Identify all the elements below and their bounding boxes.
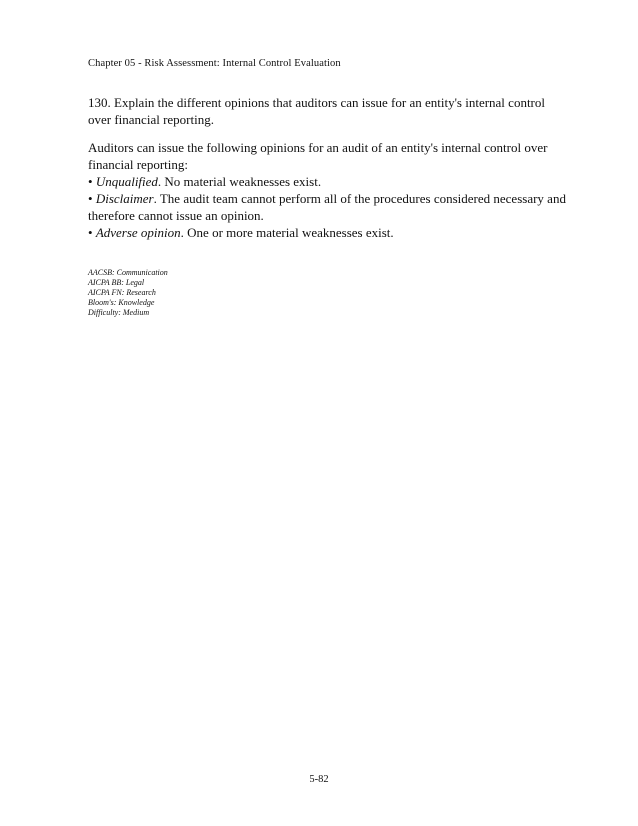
bullet-item-unqualified: [88, 173, 568, 190]
answer-block: [88, 139, 568, 241]
bullet-term-disclaimer: Disclaimer: [95, 191, 154, 206]
question-text: 130. Explain the different opinions that auditors can issue for an entity's internal control over financial reporting.: [88, 95, 545, 127]
metadata-aacsb: AACSB: Communication: [88, 268, 168, 277]
bullet-text-unqualified: . No material weaknesses exist.: [157, 174, 322, 189]
metadata-aicpa-fn: AICPA FN: Research: [88, 288, 156, 297]
page-number: 5-82: [309, 774, 329, 785]
metadata-blooms: Bloom's: Knowledge: [88, 298, 155, 307]
bullet-text-adverse-opinion: . One or more material weaknesses exist.: [180, 225, 394, 240]
question-metadata: [88, 268, 168, 318]
bullet-item-disclaimer: [88, 190, 568, 224]
bullet-marker: •: [88, 174, 93, 189]
bullet-term-unqualified: Unqualified: [95, 174, 158, 189]
bullet-marker: •: [88, 225, 93, 240]
bullet-item-adverse-opinion: [88, 224, 568, 241]
answer-intro: Auditors can issue the following opinions for an audit of an entity's internal control over financial reporting:: [88, 140, 548, 172]
bullet-marker: •: [88, 191, 93, 206]
metadata-difficulty: Difficulty: Medium: [88, 308, 150, 317]
bullet-text-disclaimer: . The audit team cannot perform all of the procedures considered necessary and therefore cannot issue an opinion.: [88, 191, 566, 223]
bullet-term-adverse-opinion: Adverse opinion: [95, 225, 181, 240]
metadata-aicpa-bb: AICPA BB: Legal: [88, 278, 145, 287]
chapter-header: Chapter 05 - Risk Assessment: Internal Control Evaluation: [88, 58, 341, 69]
